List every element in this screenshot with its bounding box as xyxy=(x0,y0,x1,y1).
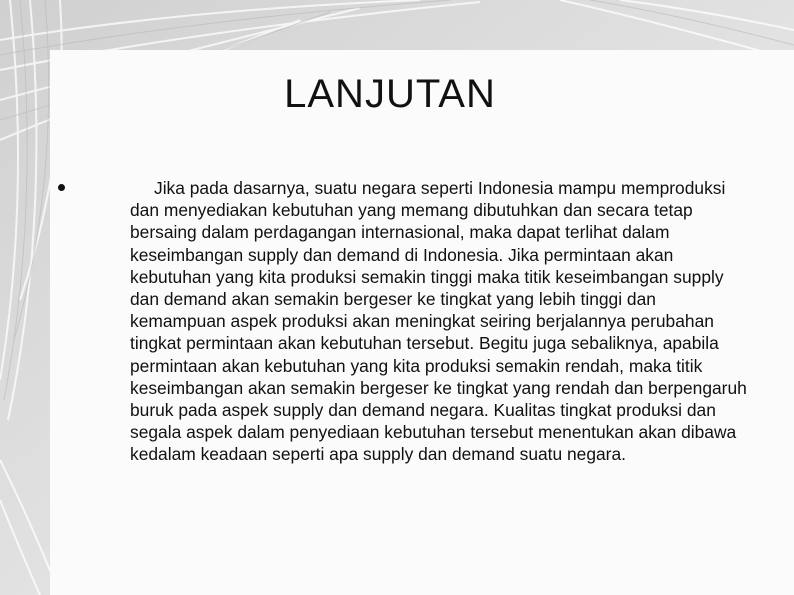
bullet-text: Jika pada dasarnya, suatu negara seperti Indonesia mampu memproduksi dan menyediakan kebutuhan yang memang dibutuhkan dan secara tetap bersaing dalam perdagangan internasional, maka dapat terlihat dalam keseimbangan supply dan demand di Indonesia. Jika permintaan akan kebutuhan yang kita produksi semakin tinggi maka titik keseimbangan supply dan demand akan semakin bergeser ke tingkat yang lebih tinggi dan kemampuan aspek produksi akan meningkat seiring berjalannya perubahan tingkat permintaan akan kebutuhan tersebut. Begitu juga sebaliknya, apabila permintaan akan kebutuhan yang kita produksi semakin rendah, maka titik keseimbangan akan semakin bergeser ke tingkat yang rendah dan berpengaruh buruk pada aspek supply dan demand negara. Kualitas tingkat produksi dan segala aspek dalam penyediaan kebutuhan tersebut menentukan akan dibawa kedalam keadaan seperti apa supply dan demand suatu negara. xyxy=(130,178,747,465)
slide-title: LANJUTAN xyxy=(284,72,496,116)
bullet-marker xyxy=(58,184,65,191)
